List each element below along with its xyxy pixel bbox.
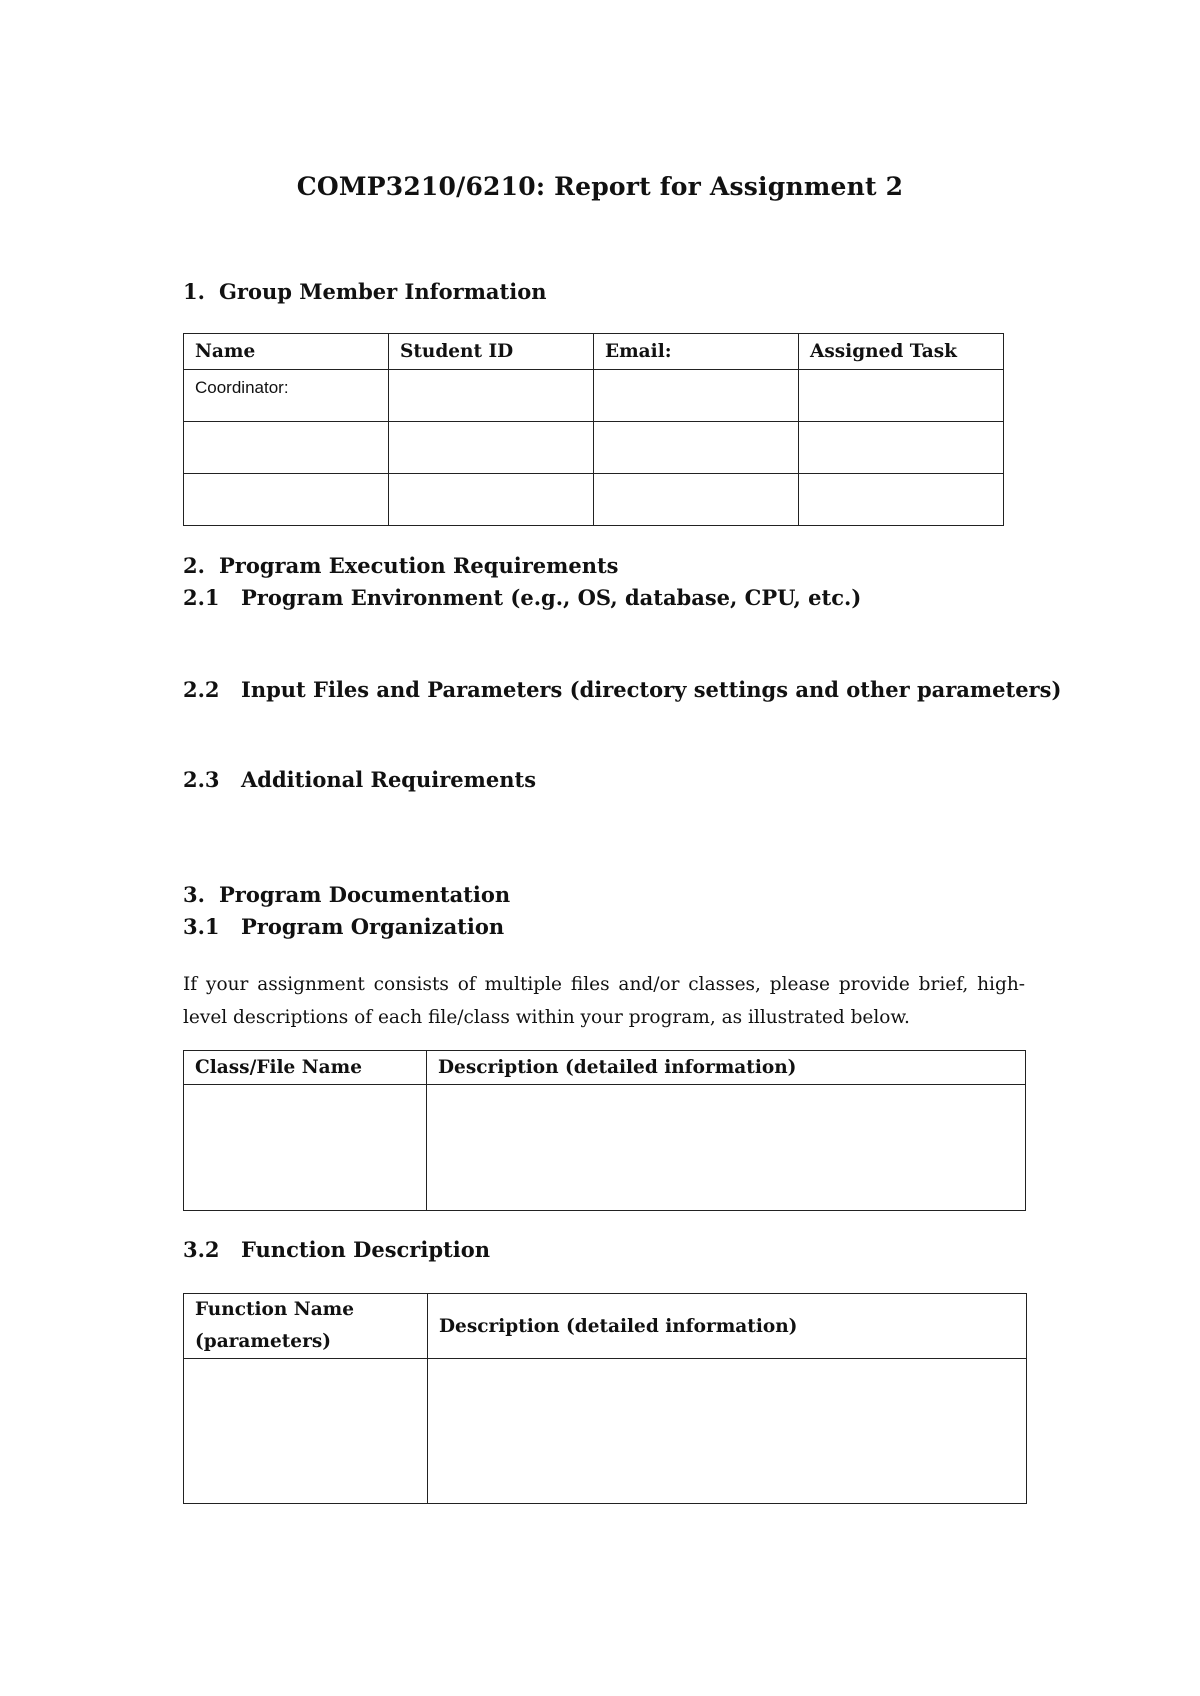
table-cell[interactable] (594, 474, 799, 526)
table-cell[interactable] (389, 370, 594, 422)
header-assigned-task: Assigned Task (799, 334, 1004, 370)
header-parameters-line: (parameters) (195, 1331, 331, 1352)
section-2-heading (183, 553, 619, 578)
table-cell[interactable] (389, 474, 594, 526)
document-title: COMP3210/6210: Report for Assignment 2 (296, 172, 904, 201)
subsection-title: Program Organization (241, 914, 505, 939)
subsection-title: Additional Requirements (241, 767, 537, 792)
table-row (184, 370, 1004, 422)
group-member-table (183, 333, 1004, 526)
section-number: 1. (183, 279, 205, 304)
section-title: Program Execution Requirements (219, 553, 619, 578)
section-title: Program Documentation (219, 882, 511, 907)
table-cell[interactable] (594, 422, 799, 474)
table-cell[interactable] (184, 422, 389, 474)
table-row (184, 422, 1004, 474)
section-number: 2. (183, 553, 205, 578)
table-cell[interactable] (799, 474, 1004, 526)
function-table (183, 1293, 1027, 1504)
table-row (184, 1359, 1027, 1504)
subsection-2-2-heading (183, 677, 1061, 702)
table-cell[interactable] (428, 1359, 1027, 1504)
table-cell[interactable] (427, 1085, 1026, 1211)
organization-paragraph: If your assignment consists of multiple files and/or classes, please provide brief, high-level descriptions of each file/class within your program, as illustrated below. (183, 974, 1025, 1028)
subsection-title: Program Environment (e.g., OS, database, CPU, etc.) (241, 585, 862, 610)
header-description: Description (detailed information) (428, 1294, 1027, 1359)
table-cell[interactable] (594, 370, 799, 422)
subsection-title: Function Description (241, 1237, 490, 1262)
table-header-row (184, 1051, 1026, 1085)
subsection-number: 2.3 (183, 767, 220, 792)
header-description: Description (detailed information) (427, 1051, 1026, 1085)
table-header-row (184, 1294, 1027, 1359)
header-function-name (184, 1294, 428, 1359)
table-header-row (184, 334, 1004, 370)
subsection-number: 2.2 (183, 677, 220, 702)
section-1-heading (183, 279, 547, 304)
subsection-number: 2.1 (183, 585, 220, 610)
table-cell[interactable] (799, 370, 1004, 422)
section-3-heading (183, 882, 510, 907)
header-class-file-name: Class/File Name (184, 1051, 427, 1085)
table-row (184, 474, 1004, 526)
table-cell[interactable] (799, 422, 1004, 474)
table-cell[interactable] (389, 422, 594, 474)
table-cell[interactable] (184, 1359, 428, 1504)
header-function-name-line: Function Name (195, 1299, 355, 1320)
section-title: Group Member Information (219, 279, 547, 304)
header-email: Email: (594, 334, 799, 370)
table-row (184, 1085, 1026, 1211)
coordinator-cell[interactable]: Coordinator: (184, 370, 389, 422)
table-cell[interactable] (184, 1085, 427, 1211)
header-name: Name (184, 334, 389, 370)
subsection-3-2-heading (183, 1237, 490, 1262)
class-file-table (183, 1050, 1026, 1211)
subsection-3-1-heading (183, 914, 504, 939)
subsection-title: Input Files and Parameters (directory settings and other parameters) (241, 677, 1062, 702)
section-number: 3. (183, 882, 205, 907)
table-cell[interactable] (184, 474, 389, 526)
subsection-number: 3.1 (183, 914, 220, 939)
subsection-number: 3.2 (183, 1237, 220, 1262)
header-student-id: Student ID (389, 334, 594, 370)
subsection-2-3-heading (183, 767, 536, 792)
subsection-2-1-heading (183, 585, 861, 610)
